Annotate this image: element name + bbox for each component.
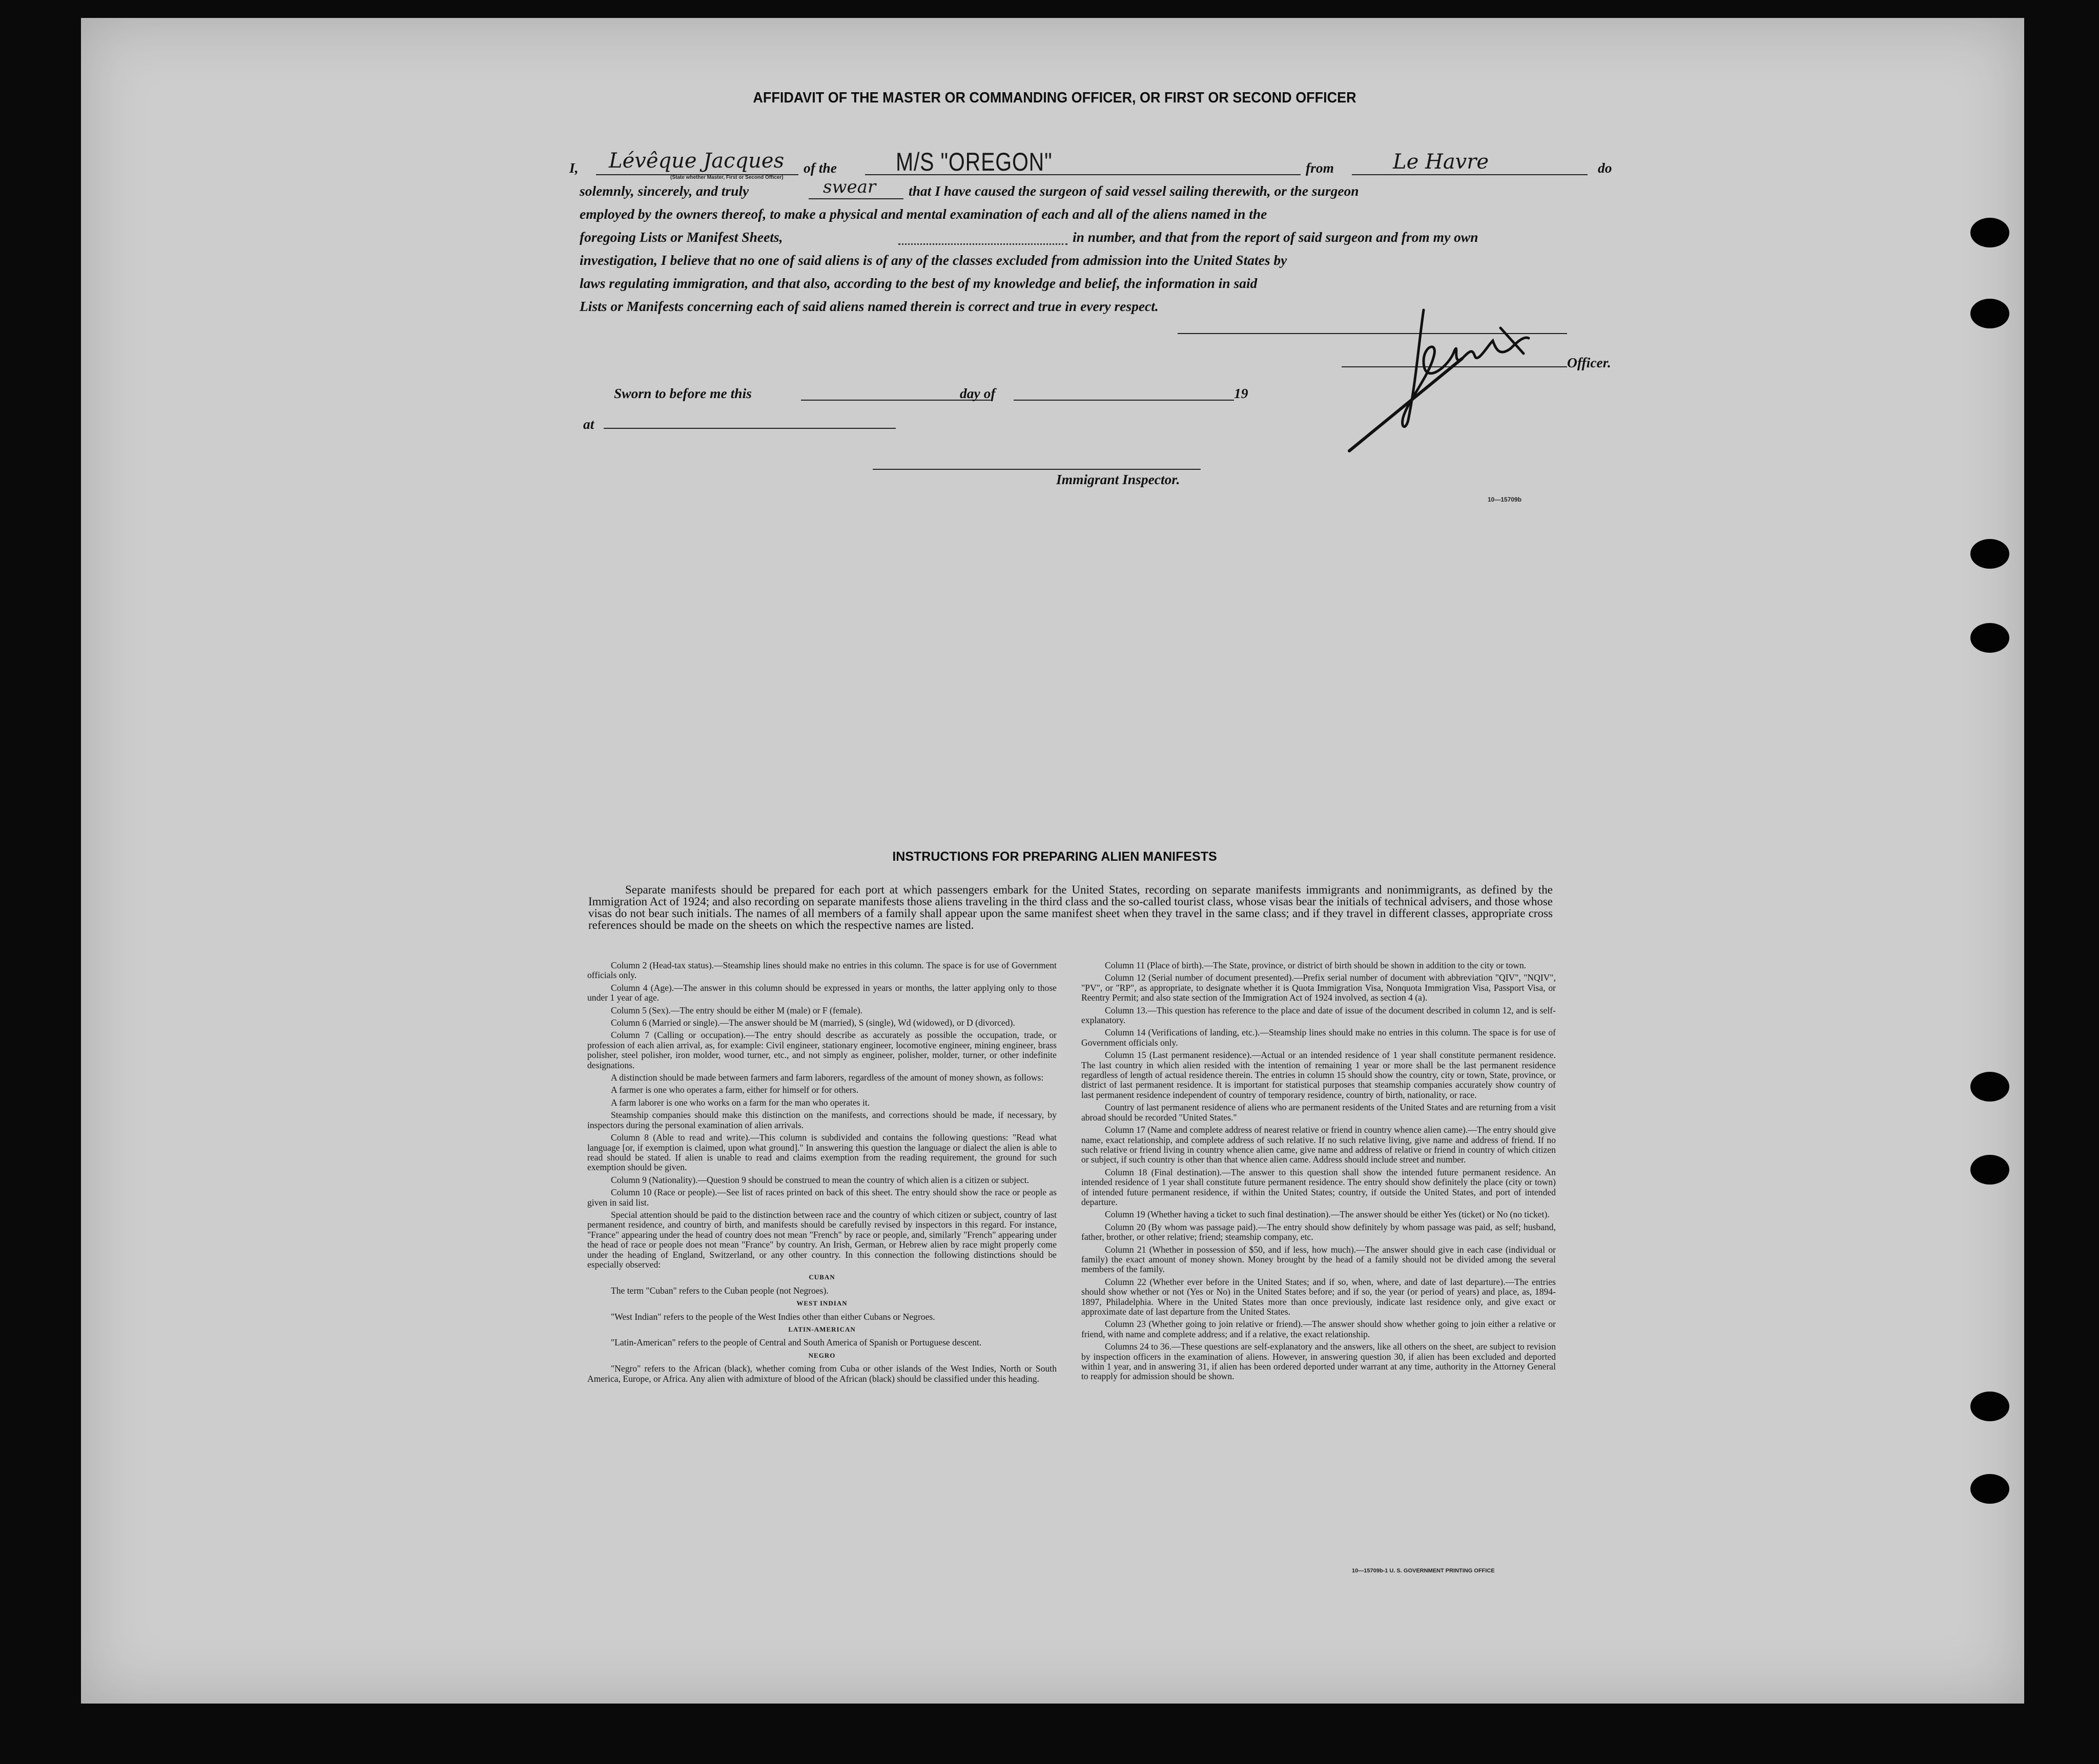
instruction-paragraph: Column 11 (Place of birth).—The State, province, or district of birth should be shown in addition to the city or town.: [1105, 960, 1527, 970]
instruction-paragraph: Column 12 (Serial number of document presented).—Prefix serial number of document with abbreviation "QIV", "NQIV", "PV", or "RP", as appropriate, to designate whether it is Quota Immigration Visa, Nonquota Immigration Visa, Passport Visa, or Reentry Permit; and also state section of the Immigration Act of 1924 involved, as section 4 (a).: [1081, 972, 1556, 1003]
instruction-paragraph: A farmer is one who operates a farm, either for himself or for others.: [611, 1085, 859, 1095]
instruction-paragraph: Column 10 (Race or people).—See list of races printed on back of this sheet. The entry should show the race or people as given in said list.: [587, 1187, 1057, 1208]
instruction-paragraph: A distinction should be made between farmers and farm laborers, regardless of the amount of money shown, as follows:: [611, 1072, 1044, 1083]
manifest-sheet: [81, 18, 2024, 1704]
binder-hole-4: [1970, 623, 2009, 653]
instruction-paragraph: Column 22 (Whether ever before in the United States; and if so, when, where, and date of last departure).—The entries should show whether or not (Yes or No) in the United States before; and if so, the year (or period of years) and place, as, 1894-1897, Philadelphia. Where in the United States more than once previously, indicate last residence only, and give exact or approximate date of last departure from the United States.: [1081, 1276, 1556, 1317]
instruction-paragraph: Column 2 (Head-tax status).—Steamship lines should make no entries in this column. The space is for use of Government officials only.: [587, 960, 1057, 981]
instruction-paragraph: Column 8 (Able to read and write).—This column is subdivided and contains the following questions: "Read what language [or, if exemption is claimed, upon what ground]." In answering this question the language or dialect the alien is able to read should be stated. If alien is unable to read and claims exemption from the reading requirement, the ground for such exemption should be given.: [587, 1132, 1057, 1173]
instruction-paragraph: Column 14 (Verifications of landing, etc.).—Steamship lines should make no entries in this column. The space is for use of Government officials only.: [1081, 1027, 1556, 1048]
label-of-the: of the: [804, 160, 837, 176]
instruction-paragraph: "Latin-American" refers to the people of Central and South America of Spanish or Portuguese descent.: [611, 1337, 982, 1348]
ship-name-line: [865, 174, 1301, 175]
instructions-form-footer: 10—15709b-1 U. S. GOVERNMENT PRINTING OFFICE: [1352, 1568, 1495, 1574]
binder-hole-7: [1970, 1392, 2009, 1421]
sheet-count-line: [898, 243, 1067, 245]
instruction-paragraph: A farm laborer is one who works on a farm for the man who operates it.: [611, 1097, 870, 1108]
officer-name-handwritten: Lévêque Jacques: [609, 149, 785, 173]
instructions-intro: Separate manifests should be prepared for each port at which passengers embark for the United States, recording on separate manifests immigrants and nonimmigrants, as defined by the Immigration Act of 1924; and also recording on separate manifests those aliens traveling in the third class and the so-called tourist class, whose visas bear the initials of technical advisers, and those whose visas do not bear such initials. The names of all members of a family shall appear upon the same manifest sheet when they travel in the same class; and if they travel in different classes, appropriate cross references should be made on the sheets on which the respective names are listed.: [588, 883, 1553, 931]
affidavit-line-3: employed by the owners thereof, to make a physical and mental examination of each and all of the aliens named in the: [580, 206, 1267, 222]
oath-word-handwritten: swear: [823, 177, 876, 197]
label-from: from: [1306, 160, 1334, 176]
binder-hole-3: [1970, 539, 2009, 569]
instruction-paragraph: Steamship companies should make this distinction on the manifests, and corrections should be made, if necessary, by inspectors during the personal examination of alien arrivals.: [587, 1110, 1057, 1130]
affidavit-title: AFFIDAVIT OF THE MASTER OR COMMANDING OFFICER, OR FIRST OR SECOND OFFICER: [753, 90, 1356, 106]
day-of-label: day of: [960, 385, 996, 401]
instruction-paragraph: Column 9 (Nationality).—Question 9 should be construed to mean the country of which alien is a citizen or subject.: [611, 1174, 1029, 1185]
sworn-place-line: [604, 428, 896, 429]
inspector-label: Immigrant Inspector.: [1056, 471, 1180, 487]
instruction-paragraph: Column 13.—This question has reference to the place and date of issue of the document described in column 12, and is self-explanatory.: [1081, 1005, 1556, 1026]
at-label: at: [583, 416, 594, 432]
instruction-paragraph: Column 19 (Whether having a ticket to such final destination).—The answer should be either Yes (ticket) or No (no ticket).: [1105, 1209, 1550, 1220]
instruction-paragraph: Column 21 (Whether in possession of $50, and if less, how much).—The answer should give in each case (individual or family) the exact amount of money shown. Money brought by the head of a family should not be divided among the several members of the family.: [1081, 1244, 1556, 1275]
ship-name-stamp: M/S "OREGON": [896, 148, 1053, 176]
instruction-paragraph: Column 7 (Calling or occupation).—The entry should describe as accurately as possible the occupation, trade, or profession of each alien arrival, as, for example: Civil engineer, stationary engineer, locomotive engineer, mining engineer, brass polisher, steel polisher, iron molder, wood turner, etc., and not simply as engineer, polisher, molder, turner, or other indefinite designations.: [587, 1030, 1057, 1070]
instruction-subheading: CUBAN: [809, 1273, 835, 1281]
affidavit-form-number: 10—15709b: [1488, 496, 1522, 503]
officer-label: Officer.: [1567, 355, 1611, 370]
sworn-label: Sworn to before me this: [614, 385, 752, 401]
binder-hole-5: [1970, 1072, 2009, 1102]
instruction-paragraph: Column 23 (Whether going to join relative or friend).—The answer should show whether going to join either a relative or friend, with name and complete address; and if a relative, the exact relationship.: [1081, 1319, 1556, 1339]
instruction-paragraph: Country of last permanent residence of aliens who are permanent residents of the United States and are returning from a visit abroad should be recorded "United States.": [1081, 1102, 1556, 1123]
affidavit-line-6: laws regulating immigration, and that also, according to the best of my knowledge and belief, the information in said: [580, 275, 1258, 291]
instruction-paragraph: Column 5 (Sex).—The entry should be either M (male) or F (female).: [611, 1005, 863, 1015]
sworn-month-line: [1014, 400, 1234, 401]
affidavit-line-4-pre: foregoing Lists or Manifest Sheets,: [580, 229, 783, 245]
instruction-paragraph: Column 20 (By whom was passage paid).—The entry should show definitely by whom passage was paid, as self; husband, father, brother, or other relative; friend; steamship company, etc.: [1081, 1221, 1556, 1242]
label-i: I,: [569, 160, 579, 176]
affidavit-line-4-post: in number, and that from the report of said surgeon and from my own: [1073, 229, 1478, 245]
instruction-paragraph: Special attention should be paid to the distinction between race and the country of which citizen or subject, country of last permanent residence, and country of birth, and manifests should be carefully revised by inspectors in this regard. For instance, "France" appearing under the head of country does not mean "French" by race or people, and, similarly "French" appearing under the head of race or people does not mean "France" by country. An Irish, German, or Hebrew alien by race might properly come under the heading of England, Switzerland, or any other country. In this connection the following distinctions should be especially observed:: [587, 1209, 1057, 1270]
binder-hole-1: [1970, 218, 2009, 247]
binder-hole-8: [1970, 1474, 2009, 1504]
port-handwritten: Le Havre: [1393, 150, 1489, 174]
instruction-paragraph: Column 6 (Married or single).—The answer should be M (married), S (single), Wd (widowed), or D (divorced).: [611, 1018, 1015, 1028]
year-label: 19: [1234, 385, 1248, 401]
binder-hole-2: [1970, 299, 2009, 328]
instruction-paragraph: Column 18 (Final destination).—The answer to this question shall show the intended future permanent residence. An intended residence of 1 year shall constitute future permanent residence. The entry should show definitely the place (city or town) of intended future permanent residence, if within the United States; country, if outside the United States, and port of intended departure.: [1081, 1167, 1556, 1207]
affidavit-line-7: Lists or Manifests concerning each of said aliens named therein is correct and true in every respect.: [580, 298, 1159, 314]
instruction-paragraph: "Negro" refers to the African (black), whether coming from Cuba or other islands of the West Indies, North or South America, Europe, or Africa. Any alien with admixture of blood of the African (black) should be classified under this heading.: [587, 1363, 1057, 1384]
instructions-right-column: [1081, 961, 1556, 1384]
instruction-paragraph: Column 4 (Age).—The answer in this column should be expressed in years or months, the latter applying only to those under 1 year of age.: [587, 982, 1057, 1003]
instruction-subheading: NEGRO: [808, 1351, 836, 1359]
instruction-subheading: LATIN-AMERICAN: [788, 1325, 856, 1333]
officer-signature: [1347, 300, 1582, 453]
port-line: [1352, 174, 1588, 175]
officer-rank-hint: (State whether Master, First or Second Officer): [670, 175, 784, 180]
affidavit-line-2-post: that I have caused the surgeon of said vessel sailing therewith, or the surgeon: [909, 183, 1359, 199]
binder-hole-6: [1970, 1155, 2009, 1185]
instruction-paragraph: Column 15 (Last permanent residence).—Actual or an intended residence of 1 year shall constitute permanent residence. The last country in which alien resided with the intention of remaining 1 year or more shall be the last permanent residence regardless of length of actual residence therein. The entries in column 15 should show the country, city or town, State, province, or district of last permanent residence. It is important for statistical purposes that steamship companies accurately show country of last permanent residence independent of country of temporary residence, country of birth, nationality, or race.: [1081, 1050, 1556, 1100]
instructions-left-column: [587, 961, 1057, 1386]
instruction-paragraph: Column 17 (Name and complete address of nearest relative or friend in country whence alien came).—The entry should give name, exact relationship, and complete address of such relative. If no such relative living, give name and address of friend. If no such relative or friend living in country whence alien came, give name and address of relative or friend in country of which citizen or subject, if such country is other than that whence alien came. Address should include street and number.: [1081, 1125, 1556, 1165]
affidavit-line-2-pre: solemnly, sincerely, and truly: [580, 183, 749, 199]
affidavit-line-5: investigation, I believe that no one of said aliens is of any of the classes excluded from admission into the United States by: [580, 252, 1287, 268]
instruction-subheading: WEST INDIAN: [796, 1299, 848, 1308]
label-do: do: [1598, 160, 1612, 176]
instruction-paragraph: The term "Cuban" refers to the Cuban people (not Negroes).: [611, 1285, 829, 1296]
instructions-title: INSTRUCTIONS FOR PREPARING ALIEN MANIFESTS: [892, 849, 1217, 864]
oath-line: [809, 198, 903, 199]
instruction-paragraph: "West Indian" refers to the people of the West Indies other than either Cubans or Negroes.: [611, 1311, 935, 1322]
instruction-paragraph: Columns 24 to 36.—These questions are self-explanatory and the answers, like all others on the sheet, are subject to revision by inspection officers in the examination of aliens. However, in answering question 30, if alien has been excluded and deported within 1 year, and in answering 31, if alien has been ordered deported under warrant at any time, authority in the Attorney General to reapply for admission should be shown.: [1081, 1341, 1556, 1382]
